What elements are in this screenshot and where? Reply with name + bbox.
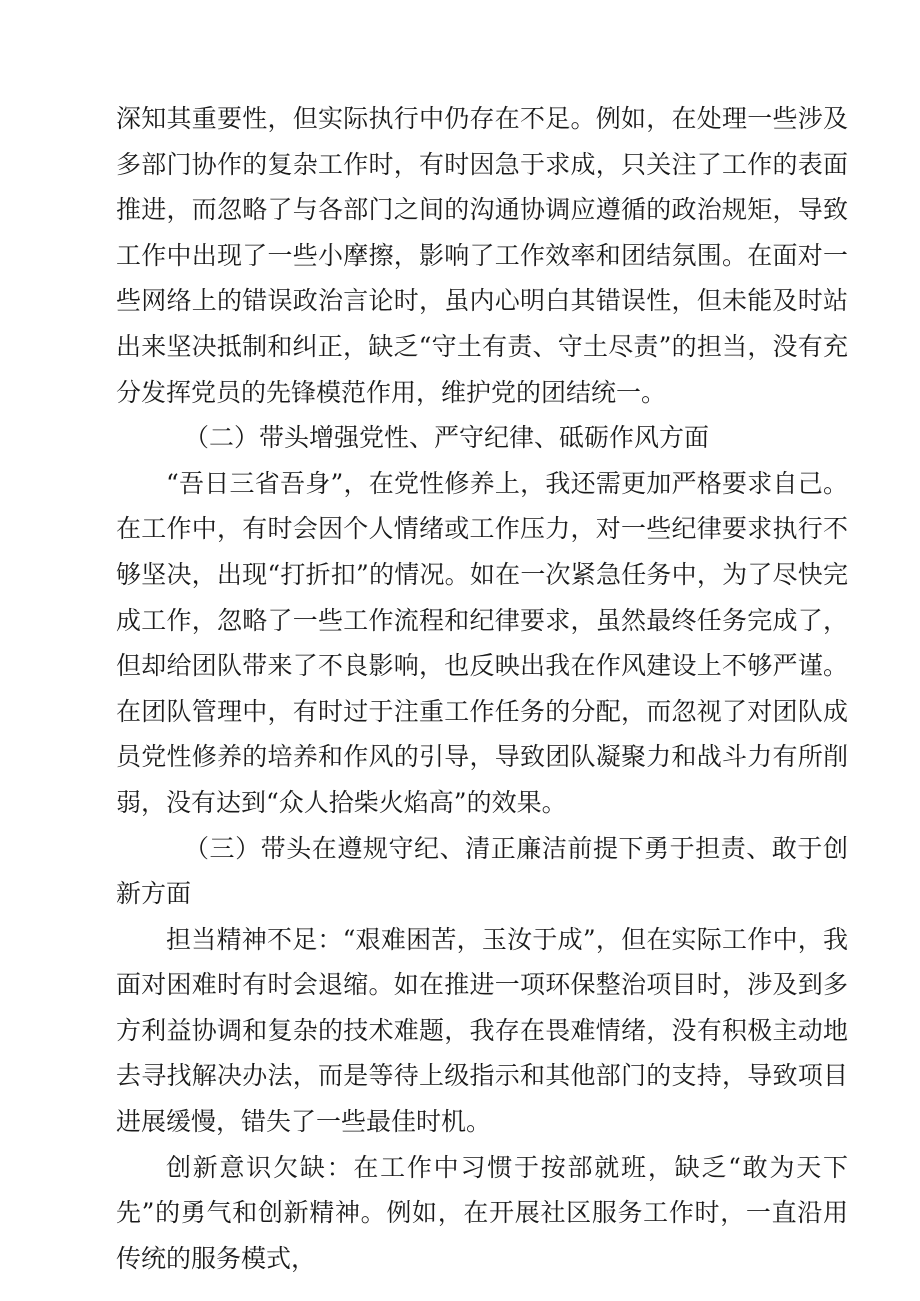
paragraph-political-discipline-continued: 深知其重要性，但实际执行中仍存在不足。例如，在处理一些涉及多部门协作的复杂工作时，有时因急于求成，只关注了工作的表面推进，而忽略了与各部门之间的沟通协调应遵循的政治规矩，导致工作中出现了一些小摩擦，影响了工作效率和团结氛围。在面对一些网络上的错误政治言论时，虽内心明白其错误性，但未能及时站出来坚决抵制和纠正，缺乏“守土有责、守土尽责”的担当，没有充分发挥党员的先锋模范作用，维护党的团结统一。 [116,104,848,407]
section-heading-3: （三）带头在遵规守纪、清正廉洁前提下勇于担责、敢于创新方面 [116,833,848,909]
paragraph-responsibility: 担当精神不足：“艰难困苦，玉汝于成”，但在实际工作中，我面对困难时有时会退缩。如在推进一项环保整治项目时，涉及到多方利益协调和复杂的技术难题，我存在畏难情绪，没有积极主动地去寻找解决办法，而是等待上级指示和其他部门的支持，导致项目进展缓慢，错失了一些最佳时机。 [116,924,848,1137]
section-heading-2: （二）带头增强党性、严守纪律、砥砺作风方面 [184,423,710,453]
paragraph-party-spirit: “吾日三省吾身”，在党性修养上，我还需更加严格要求自己。在工作中，有时会因个人情绪或工作压力，对一些纪律要求执行不够坚决，出现“打折扣”的情况。如在一次紧急任务中，为了尽快完成工作，忽略了一些工作流程和纪律要求，虽然最终任务完成了，但却给团队带来了不良影响，也反映出我在作风建设上不够严谨。在团队管理中，有时过于注重工作任务的分配，而忽视了对团队成员党性修养的培养和作风的引导，导致团队凝聚力和战斗力有所削弱，没有达到“众人拾柴火焰高”的效果。 [116,468,848,817]
document-body [116,96,848,1281]
paragraph-innovation: 创新意识欠缺：在工作中习惯于按部就班，缺乏“敢为天下先”的勇气和创新精神。例如，在开展社区服务工作时，一直沿用传统的服务模式， [116,1152,848,1273]
